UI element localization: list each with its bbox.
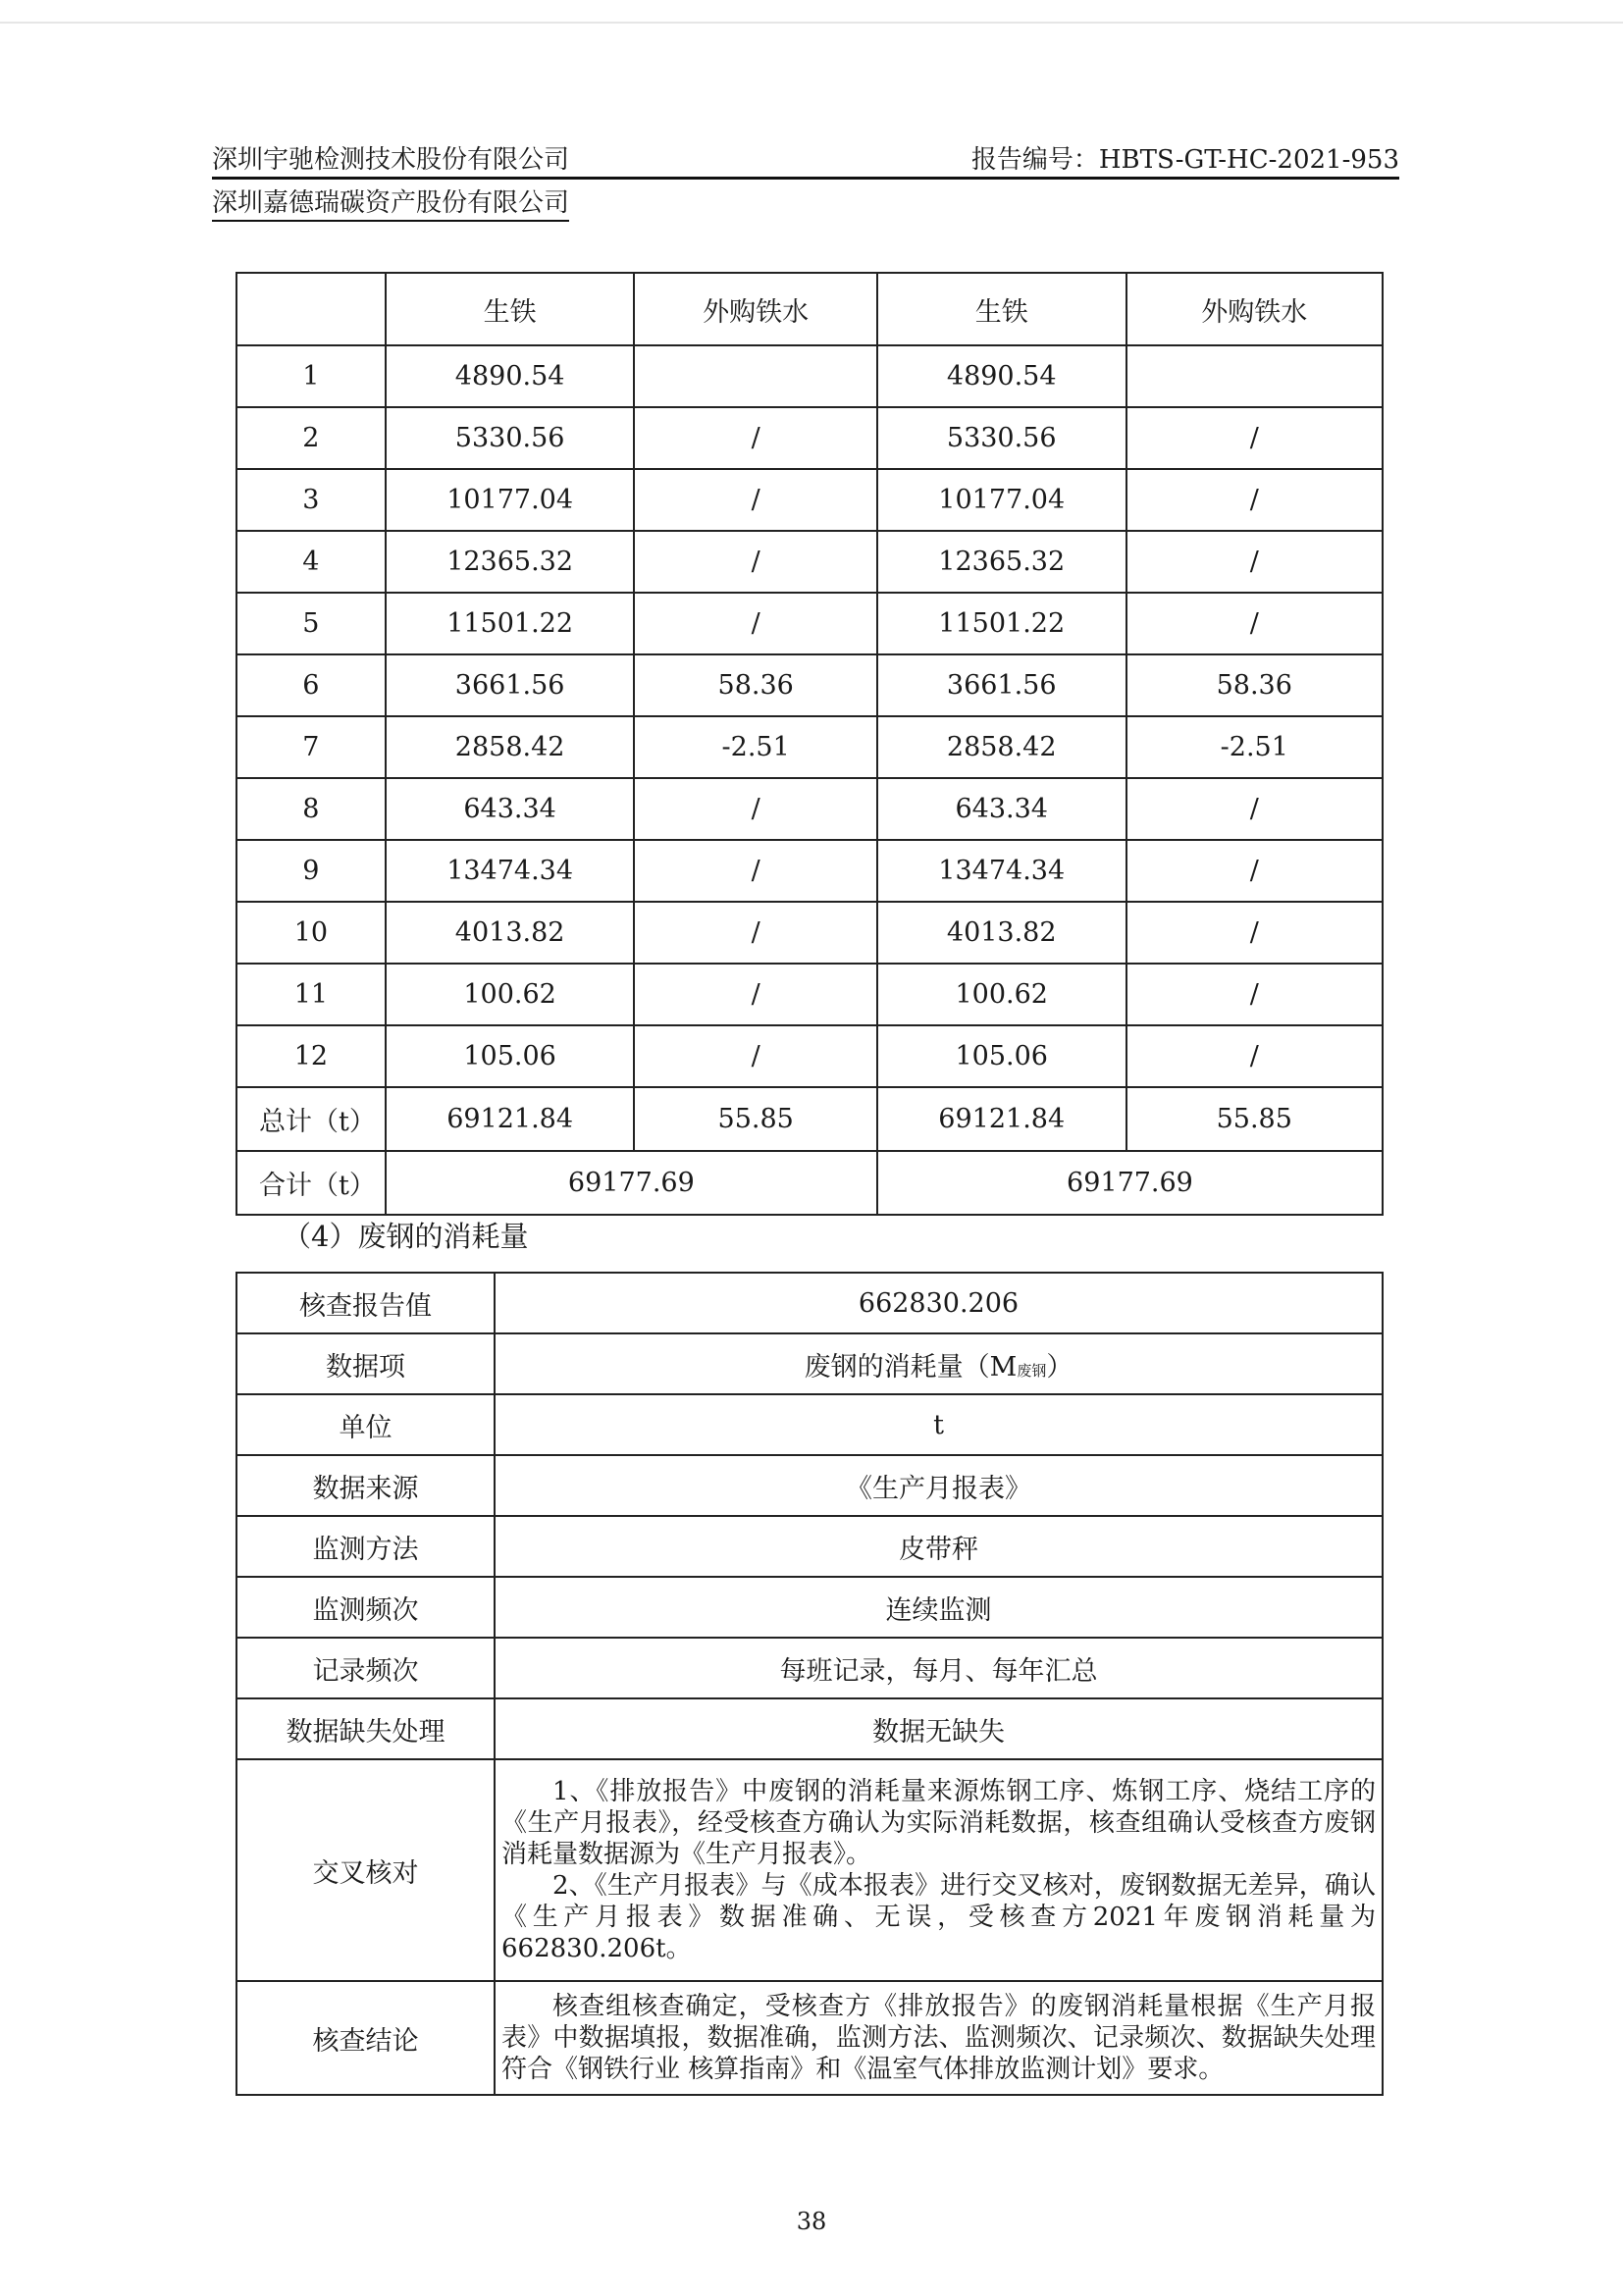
table-row (236, 531, 1383, 593)
data-item-close: ） (1046, 1351, 1073, 1383)
cross-check-paragraph-1: 1、《排放报告》中废钢的消耗量来源炼钢工序、炼钢工序、烧结工序的《生产月报表》，经受核查方确认为实际消耗数据，核查组确认受核查方废钢消耗量数据源为《生产月报表》。 (500, 1777, 1376, 1869)
conclusion-label: 核查结论 (236, 1981, 495, 2095)
total-value: 69121.84 (386, 1087, 635, 1151)
value-cell: / (634, 840, 876, 902)
value-cell: 643.34 (386, 778, 635, 840)
value-cell: 105.06 (877, 1025, 1126, 1087)
data-item (495, 1333, 1383, 1394)
value-cell: 2858.42 (877, 716, 1126, 778)
value-cell: / (634, 469, 876, 531)
value-cell: / (634, 531, 876, 593)
value-cell: / (1126, 778, 1383, 840)
table-row (236, 778, 1383, 840)
value-cell (1126, 345, 1383, 407)
unit-label: 单位 (236, 1394, 495, 1455)
sum-value-verified: 69177.69 (877, 1151, 1383, 1215)
data-item-subscript: 废钢 (1017, 1361, 1047, 1380)
month-cell: 5 (236, 593, 386, 654)
value-cell: 10177.04 (386, 469, 635, 531)
record-freq-label: 记录频次 (236, 1638, 495, 1698)
value-cell: 105.06 (386, 1025, 635, 1087)
month-cell: 8 (236, 778, 386, 840)
value-cell: / (634, 778, 876, 840)
value-cell: / (634, 964, 876, 1025)
pig-iron-table (236, 272, 1384, 1216)
header-report-number: 报告编号：HBTS-GT-HC-2021-953 (970, 145, 1399, 175)
cross-check-paragraph-2: 2、《生产月报表》与《成本报表》进行交叉核对，废钢数据无差异，确认《生产月报表》数据准确、无误，受核查方2021年废钢消耗量为662830.206t。 (500, 1871, 1376, 1963)
value-cell: / (1126, 840, 1383, 902)
source-label: 数据来源 (236, 1455, 495, 1516)
value-cell: 3661.56 (877, 654, 1126, 716)
scrap-steel-table (236, 1272, 1384, 2096)
table-row (236, 1698, 1383, 1759)
value-cell: 11501.22 (877, 593, 1126, 654)
value-cell: 10177.04 (877, 469, 1126, 531)
table-row (236, 593, 1383, 654)
total-row (236, 1087, 1383, 1151)
value-cell: 4013.82 (386, 902, 635, 964)
sum-label: 合计（t） (236, 1151, 386, 1215)
value-cell: / (634, 902, 876, 964)
table-row (236, 407, 1383, 469)
table-row (236, 1516, 1383, 1577)
source-value: 《生产月报表》 (495, 1455, 1383, 1516)
cross-check-label: 交叉核对 (236, 1759, 495, 1981)
month-cell: 2 (236, 407, 386, 469)
value-cell: 11501.22 (386, 593, 635, 654)
value-cell: 5330.56 (386, 407, 635, 469)
month-cell: 10 (236, 902, 386, 964)
value-cell: / (1126, 593, 1383, 654)
value-cell: / (1126, 407, 1383, 469)
value-cell: / (1126, 1025, 1383, 1087)
table-row (236, 1455, 1383, 1516)
cross-check-text (495, 1759, 1383, 1981)
header-cell: 生铁 (877, 273, 1126, 345)
value-cell: / (1126, 964, 1383, 1025)
record-freq-value: 每班记录，每月、每年汇总 (495, 1638, 1383, 1698)
table-row (236, 1577, 1383, 1638)
header-cell (236, 273, 386, 345)
table-row (236, 654, 1383, 716)
month-cell: 9 (236, 840, 386, 902)
table-header-row (236, 273, 1383, 345)
header-cell: 生铁 (386, 273, 635, 345)
header-cell: 外购铁水 (1126, 273, 1383, 345)
value-cell: 58.36 (1126, 654, 1383, 716)
header-company-secondary: 深圳嘉德瑞碳资产股份有限公司 (212, 186, 569, 222)
header-cell: 外购铁水 (634, 273, 876, 345)
total-label: 总计（t） (236, 1087, 386, 1151)
value-cell: / (634, 1025, 876, 1087)
missing-data-label: 数据缺失处理 (236, 1698, 495, 1759)
data-item-label: 数据项 (236, 1333, 495, 1394)
method-label: 监测方法 (236, 1516, 495, 1577)
value-cell: 100.62 (386, 964, 635, 1025)
method-value: 皮带秤 (495, 1516, 1383, 1577)
unit-value: t (495, 1394, 1383, 1455)
sum-row (236, 1151, 1383, 1215)
table-row (236, 840, 1383, 902)
value-cell: / (634, 593, 876, 654)
month-cell: 7 (236, 716, 386, 778)
table-row (236, 1025, 1383, 1087)
conclusion-paragraph: 核查组核查确定，受核查方《排放报告》的废钢消耗量根据《生产月报表》中数据填报，数据准确，监测方法、监测频次、记录频次、数据缺失处理符合《钢铁行业 核算指南》和《温室气体排放监测计划》要求。 (500, 1992, 1376, 2084)
month-cell: 1 (236, 345, 386, 407)
month-cell: 6 (236, 654, 386, 716)
section-title: （4）废钢的消耗量 (283, 1220, 529, 1253)
monitor-freq-value: 连续监测 (495, 1577, 1383, 1638)
sum-value-reported: 69177.69 (386, 1151, 877, 1215)
header-company-primary: 深圳宇驰检测技术股份有限公司 (212, 145, 570, 175)
table-row (236, 902, 1383, 964)
table-row (236, 1981, 1383, 2095)
table-row (236, 716, 1383, 778)
table-row (236, 345, 1383, 407)
header-rule (212, 177, 1399, 180)
value-cell: / (1126, 531, 1383, 593)
report-value-label: 核查报告值 (236, 1273, 495, 1333)
data-item-text: 废钢的消耗量（M (804, 1351, 1018, 1383)
page-header (212, 143, 1399, 222)
total-value: 55.85 (1126, 1087, 1383, 1151)
value-cell: 4013.82 (877, 902, 1126, 964)
value-cell (634, 345, 876, 407)
total-value: 69121.84 (877, 1087, 1126, 1151)
total-value: 55.85 (634, 1087, 876, 1151)
missing-data-value: 数据无缺失 (495, 1698, 1383, 1759)
table-row (236, 1273, 1383, 1333)
value-cell: 58.36 (634, 654, 876, 716)
monitor-freq-label: 监测频次 (236, 1577, 495, 1638)
value-cell: / (1126, 902, 1383, 964)
table-row (236, 1759, 1383, 1981)
value-cell: 2858.42 (386, 716, 635, 778)
table-row (236, 1333, 1383, 1394)
table-row (236, 1638, 1383, 1698)
value-cell: 13474.34 (877, 840, 1126, 902)
page-number: 38 (796, 2208, 827, 2235)
value-cell: 12365.32 (386, 531, 635, 593)
value-cell: 4890.54 (386, 345, 635, 407)
value-cell: -2.51 (634, 716, 876, 778)
value-cell: 12365.32 (877, 531, 1126, 593)
month-cell: 4 (236, 531, 386, 593)
month-cell: 11 (236, 964, 386, 1025)
value-cell: / (634, 407, 876, 469)
value-cell: 3661.56 (386, 654, 635, 716)
month-cell: 12 (236, 1025, 386, 1087)
scan-edge-line (0, 22, 1623, 24)
value-cell: 5330.56 (877, 407, 1126, 469)
table-row (236, 1394, 1383, 1455)
value-cell: / (1126, 469, 1383, 531)
value-cell: 643.34 (877, 778, 1126, 840)
value-cell: 4890.54 (877, 345, 1126, 407)
value-cell: -2.51 (1126, 716, 1383, 778)
report-value: 662830.206 (495, 1273, 1383, 1333)
value-cell: 13474.34 (386, 840, 635, 902)
table-row (236, 964, 1383, 1025)
value-cell: 100.62 (877, 964, 1126, 1025)
conclusion-text (495, 1981, 1383, 2095)
table-row (236, 469, 1383, 531)
month-cell: 3 (236, 469, 386, 531)
